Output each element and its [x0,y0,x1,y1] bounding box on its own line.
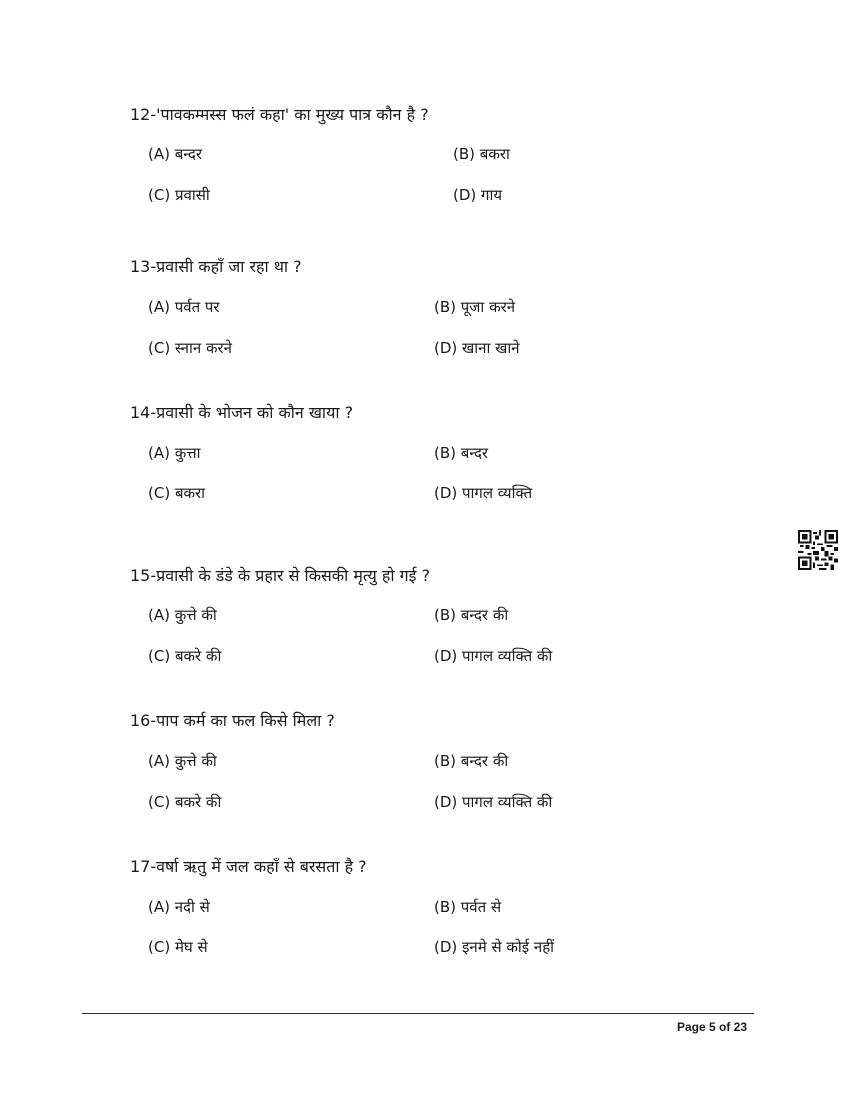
option-13-a: (A) पर्वत पर [148,298,220,316]
option-12-a: (A) बन्दर [148,145,203,163]
option-13-c: (C) स्नान करने [148,339,232,357]
option-15-c: (C) बकरे की [148,647,222,665]
option-14-d: (D) पागल व्यक्ति [434,484,533,502]
option-12-c: (C) प्रवासी [148,186,210,204]
option-13-b: (B) पूजा करने [434,298,516,316]
question-16: 16-पाप कर्म का फल किसे मिला ? [130,711,335,730]
option-16-d: (D) पागल व्यक्ति की [434,793,553,811]
option-12-b: (B) बकरा [453,145,510,163]
option-16-c: (C) बकरे की [148,793,222,811]
option-14-c: (C) बकरा [148,484,206,502]
question-14: 14-प्रवासी के भोजन को कौन खाया ? [130,403,354,422]
option-14-b: (B) बन्दर [434,444,489,462]
question-12: 12-'पावकम्मस्स फलं कहा' का मुख्य पात्र कौन है ? [130,105,429,124]
footer-divider [82,1013,754,1014]
option-17-b: (B) पर्वत से [434,898,502,916]
option-15-a: (A) कुत्ते की [148,606,217,624]
option-15-d: (D) पागल व्यक्ति की [434,647,553,665]
page-number: Page 5 of 23 [677,1020,748,1034]
qr-code-icon [798,530,838,570]
question-13: 13-प्रवासी कहाँ जा रहा था ? [130,257,302,276]
option-17-a: (A) नदी से [148,898,210,916]
option-13-d: (D) खाना खाने [434,339,520,357]
question-15: 15-प्रवासी के डंडे के प्रहार से किसकी मृत्यु हो गई ? [130,566,431,585]
option-17-c: (C) मेघ से [148,938,208,956]
option-16-b: (B) बन्दर की [434,752,509,770]
question-17: 17-वर्षा ऋतु में जल कहाँ से बरसता है ? [130,857,367,876]
option-17-d: (D) इनमे से कोई नहीं [434,938,555,956]
option-16-a: (A) कुत्ते की [148,752,217,770]
option-14-a: (A) कुत्ता [148,444,201,462]
option-15-b: (B) बन्दर की [434,606,509,624]
option-12-d: (D) गाय [453,186,503,204]
